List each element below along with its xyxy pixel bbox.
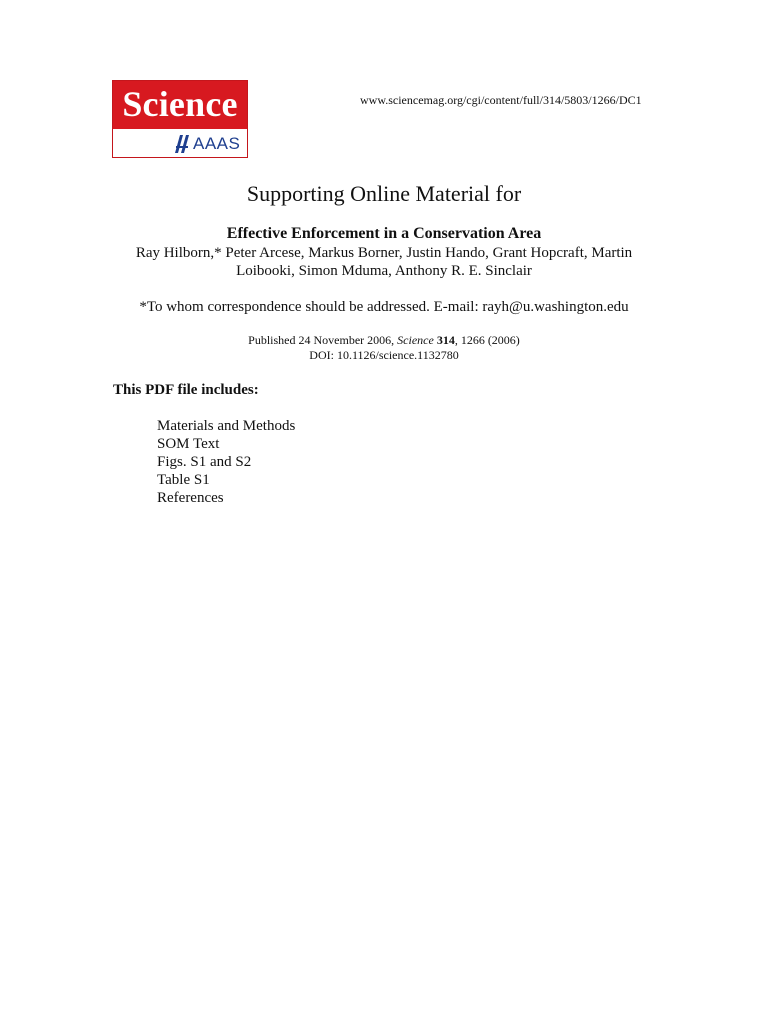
includes-list xyxy=(157,417,295,507)
logo-wordmark: Science xyxy=(122,84,238,124)
journal-volume: 314 xyxy=(436,333,455,347)
published-prefix: Published 24 November 2006, xyxy=(248,333,398,347)
paper-title: Effective Enforcement in a Conservation Area xyxy=(226,225,542,242)
list-item: Table S1 xyxy=(157,472,210,488)
logo-red-banner xyxy=(113,81,247,129)
aaas-emblem-icon xyxy=(175,135,191,153)
author-list: Ray Hilborn,* Peter Arcese, Markus Borner, Justin Hando, Grant Hopcraft, Martin Loibooki, Simon Mduma, Anthony R. E. Sinclair xyxy=(135,245,633,279)
doi-line: DOI: 10.1126/science.1132780 xyxy=(309,348,459,362)
aaas-label: AAAS xyxy=(193,134,241,153)
list-item: References xyxy=(157,490,224,506)
som-title: Supporting Online Material for xyxy=(246,181,522,206)
list-item: SOM Text xyxy=(157,436,220,452)
includes-heading: This PDF file includes: xyxy=(113,382,259,398)
correspondence-note: *To whom correspondence should be addressed. E-mail: rayh@u.washington.edu xyxy=(139,299,629,315)
publication-line xyxy=(112,333,656,348)
list-item: Materials and Methods xyxy=(157,418,296,434)
published-suffix: , 1266 (2006) xyxy=(454,333,520,347)
science-aaas-logo xyxy=(112,80,248,158)
journal-name: Science xyxy=(397,333,434,347)
aaas-mark xyxy=(175,133,240,155)
list-item: Figs. S1 and S2 xyxy=(157,454,252,470)
supplement-url: www.sciencemag.org/cgi/content/full/314/5803/1266/DC1 xyxy=(360,93,642,107)
